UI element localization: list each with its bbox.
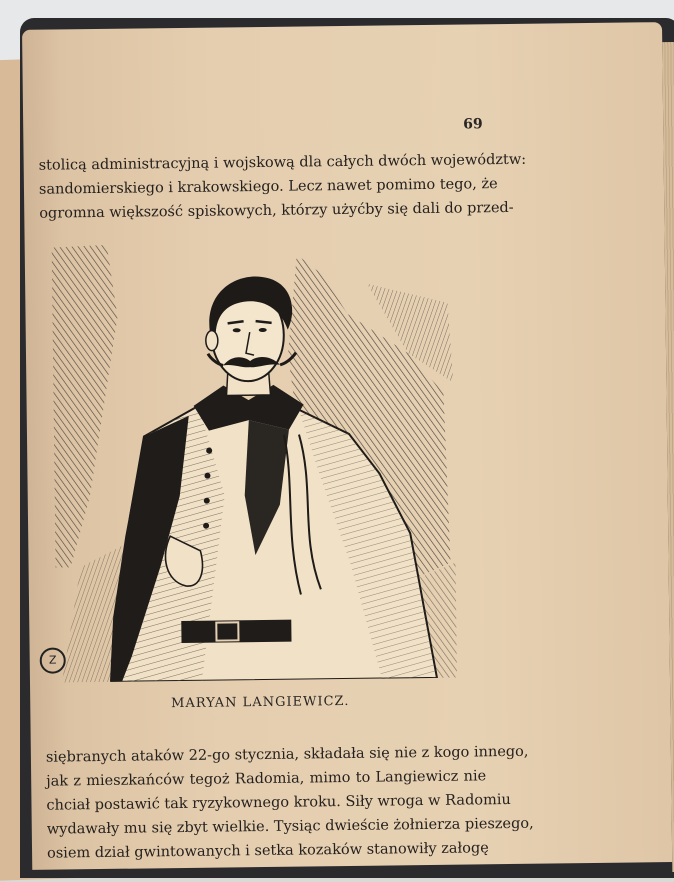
text-line: siębranych ataków 22-go stycznia, składała się nie z kogo innego,	[45, 743, 529, 766]
book-page	[22, 22, 672, 870]
text-line: chciał postawić tak ryzykownego kroku. Siły wroga w Radomiu	[46, 791, 511, 814]
portrait-illustration	[47, 233, 462, 683]
ear	[206, 331, 218, 351]
text-line: ogromna większość spiskowych, którzy użyćby się dali do przed-	[39, 199, 514, 222]
text-line: jak z mieszkańców tegoż Radomia, mimo to Langiewicz nie	[46, 768, 487, 790]
paragraph-top	[38, 148, 527, 225]
paragraph-bottom	[45, 740, 534, 865]
text-line: wydawały mu się zbyt wielkie. Tysiąc dwieście żołnierza pieszego,	[46, 815, 534, 838]
engraver-signature-icon: Z	[40, 647, 66, 673]
text-line: osiem dział gwintowanych i setka kozaków stanowiły załogę	[46, 840, 489, 862]
page-number: 69	[463, 116, 483, 133]
text-line: sandomierskiego i krakowskiego. Lecz nawet pomimo tego, że	[38, 176, 498, 198]
text-line: stolicą administracyjną i wojskową dla całych dwóch województw:	[38, 151, 527, 174]
illustration-caption: MARYAN LANGIEWICZ.	[171, 693, 350, 712]
background-hatching	[52, 245, 121, 568]
page-stack-edge	[662, 42, 674, 872]
